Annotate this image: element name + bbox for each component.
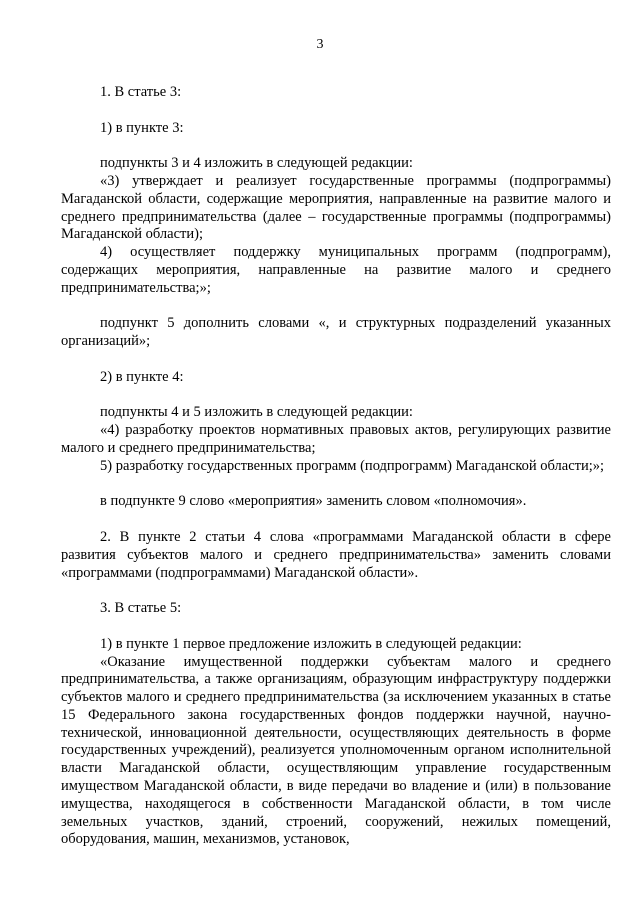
paragraph: 2. В пункте 2 статьи 4 слова «программами Магаданской области в сфере развития субъектов малого и среднего предпринимательства» заменить словами «программами (подпрограммами) Магаданской области». — [61, 528, 611, 581]
paragraph: 2) в пункте 4: — [100, 368, 184, 385]
paragraph: 1. В статье 3: — [100, 84, 182, 100]
paragraph: 1) в пункте 1 первое предложение изложить в следующей редакции: — [100, 635, 522, 652]
paragraph: подпункты 4 и 5 изложить в следующей редакции: — [100, 404, 413, 421]
paragraph: 4) осуществляет поддержку муниципальных программ (подпрограмм), содержащих мероприятия, направленные на развитие малого и среднего предпринимательства;»; — [61, 244, 611, 296]
paragraph: 1) в пункте 3: — [100, 119, 184, 136]
paragraph: в подпункте 9 слово «мероприятия» заменить словом «полномочия». — [100, 493, 527, 510]
paragraph: «Оказание имущественной поддержки субъектам малого и среднего предпринимательства, а также организациям, образующим инфраструктуру поддержки субъектов малого и среднего предпринимательства (за исключением указанных в статье 15 Федерального закона государственных фондов поддержки научной, научно-технической, инновационной деятельности, осуществляющих деятельность в форме государственных учреждений), реализуется уполномоченным органом исполнительной власти Магаданской области, осуществляющим управление государственным имуществом Магаданской области, в виде передачи во владение и (или) в пользование имущества, находящегося в собственности Магаданской области, в том числе земельных участков, зданий, строений, сооружений, нежилых помещений, оборудования, машин, механизмов, установок, — [61, 653, 611, 848]
paragraph: «3) утверждает и реализует государственные программы (подпрограммы) Магаданской области, содержащие мероприятия, направленные на развитие малого и среднего предпринимательства (далее – государственные программы (подпрограммы) Магаданской области); — [61, 172, 611, 243]
paragraph: 3. В статье 5: — [100, 600, 182, 617]
page-number: 3 — [316, 37, 324, 52]
document-body — [61, 84, 611, 849]
paragraph: подпункт 5 дополнить словами «, и структурных подразделений указанных организаций»; — [61, 315, 611, 350]
paragraph: «4) разработку проектов нормативных правовых актов, регулирующих развитие малого и среднего предпринимательства; — [61, 422, 611, 456]
paragraph: подпункты 3 и 4 изложить в следующей редакции: — [100, 155, 413, 172]
paragraph: 5) разработку государственных программ (подпрограмм) Магаданской области;»; — [100, 457, 605, 474]
